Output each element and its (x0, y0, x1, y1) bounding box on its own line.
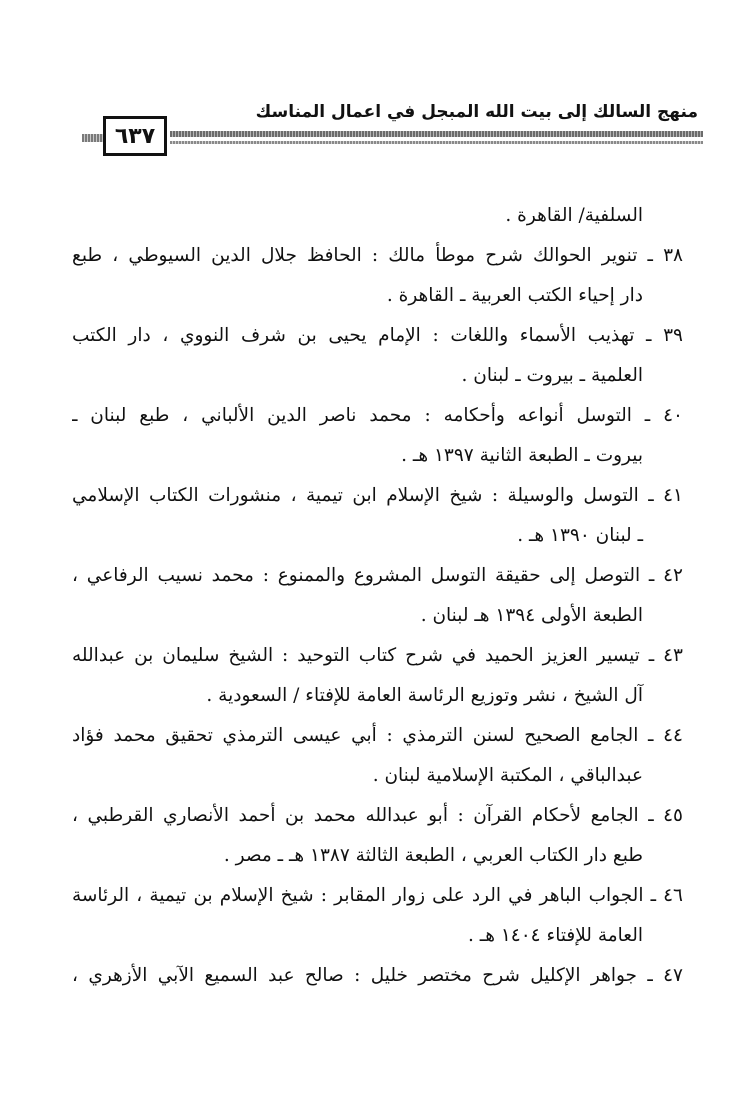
bibliography-entry-line: ٣٨ ـ تنوير الحوالك شرح موطأ مالك : الحافظ جلال الدين السيوطي ، طبع (72, 245, 683, 266)
page-number: ٦٣٧ (103, 116, 167, 156)
running-header-title: منهج السالك إلى بيت الله المبجل في اعمال المناسك (255, 102, 698, 122)
bibliography-entry-line: ٤٠ ـ التوسل أنواعه وأحكامه : محمد ناصر الدين الألباني ، طبع لبنان ـ (72, 405, 683, 426)
bibliography-entry-line: ٤٥ ـ الجامع لأحكام القرآن : أبو عبدالله محمد بن أحمد الأنصاري القرطبي ، (72, 805, 683, 826)
bibliography-continuation-line: العامة للإفتاء ١٤٠٤ هـ . (468, 925, 643, 946)
bibliography-entry-line: ٤٢ ـ التوصل إلى حقيقة التوسل المشروع والممنوع : محمد نسيب الرفاعي ، (72, 565, 683, 586)
bibliography-continuation-line: عبدالباقي ، المكتبة الإسلامية لبنان . (372, 765, 643, 786)
bibliography-continuation-line: آل الشيخ ، نشر وتوزيع الرئاسة العامة للإفتاء / السعودية . (206, 685, 643, 706)
bibliography-continuation-line: طبع دار الكتاب العربي ، الطبعة الثالثة ١٣٨٧ هـ ـ مصر . (223, 845, 643, 866)
header-rule-thin (170, 141, 703, 144)
bibliography-entry-line: ٤٦ ـ الجواب الباهر في الرد على زوار المقابر : شيخ الإسلام بن تيمية ، الرئاسة (72, 885, 683, 906)
bibliography-continuation-line: العلمية ـ بيروت ـ لبنان . (461, 365, 643, 386)
bibliography-continuation-line: بيروت ـ الطبعة الثانية ١٣٩٧ هـ . (401, 445, 643, 466)
bibliography-entry-line: ٤٧ ـ جواهر الإكليل شرح مختصر خليل : صالح عبد السميع الآبي الأزهري ، (72, 965, 683, 986)
bibliography-entry-line: ٣٩ ـ تهذيب الأسماء واللغات : الإمام يحيى بن شرف النووي ، دار الكتب (72, 325, 683, 346)
bibliography-continuation-line: دار إحياء الكتب العربية ـ القاهرة . (386, 285, 643, 306)
bibliography-continuation-line: السلفية/ القاهرة . (505, 205, 643, 226)
bibliography-continuation-line: الطبعة الأولى ١٣٩٤ هـ لبنان . (420, 605, 643, 626)
bibliography-entry-line: ٤٤ ـ الجامع الصحيح لسنن الترمذي : أبي عيسى الترمذي تحقيق محمد فؤاد (72, 725, 683, 746)
bibliography-list (72, 196, 683, 996)
page-number-rule (82, 134, 103, 142)
bibliography-continuation-line: ـ لبنان ١٣٩٠ هـ . (517, 525, 643, 546)
bibliography-entry-line: ٤٣ ـ تيسير العزيز الحميد في شرح كتاب التوحيد : الشيخ سليمان بن عبدالله (72, 645, 683, 666)
bibliography-entry-line: ٤١ ـ التوسل والوسيلة : شيخ الإسلام ابن تيمية ، منشورات الكتاب الإسلامي (72, 485, 683, 506)
header-rule (170, 131, 703, 137)
